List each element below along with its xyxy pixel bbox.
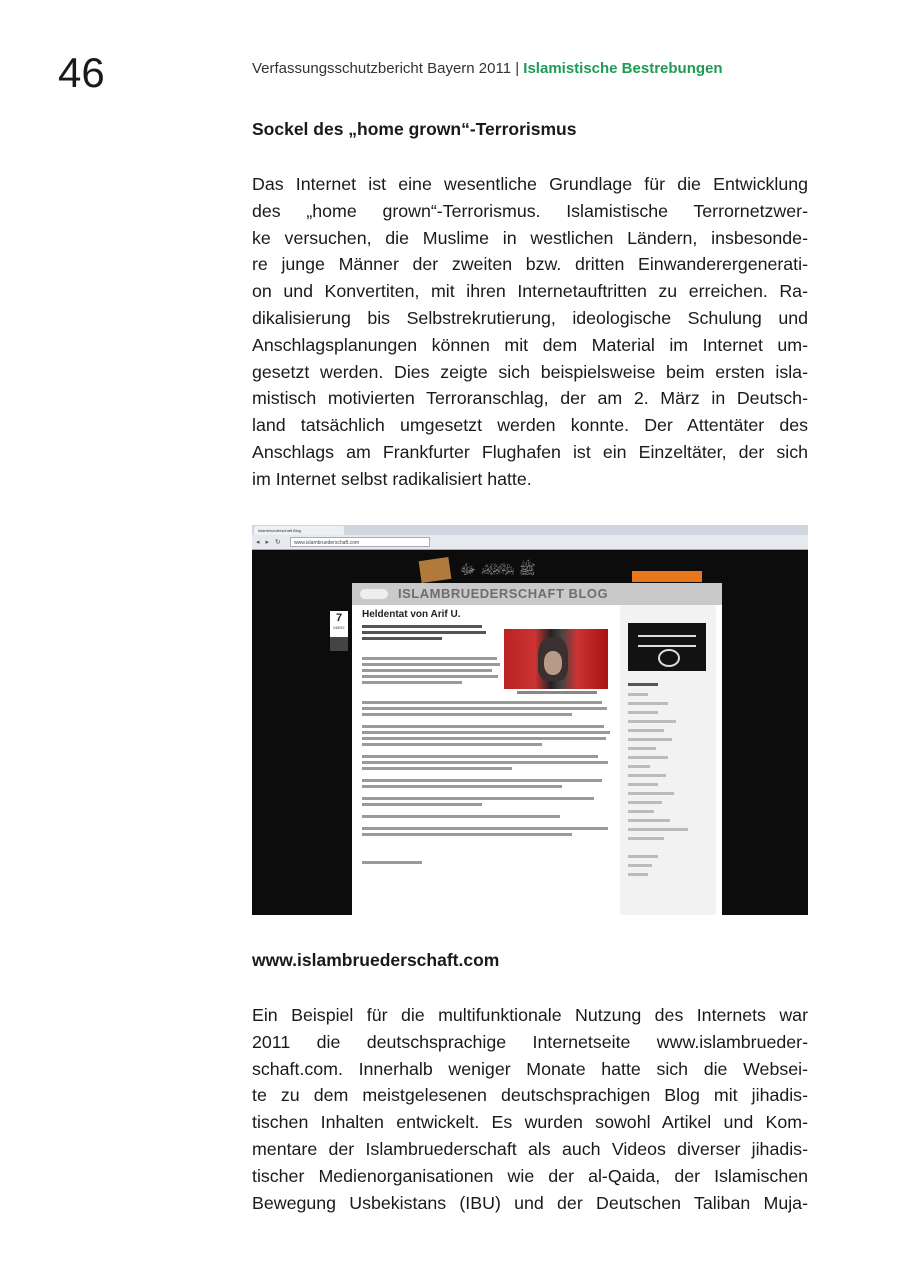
blurred-text	[362, 803, 482, 806]
browser-nav-icon: ◂ ▸ ↻	[256, 539, 283, 546]
blurred-text	[362, 675, 498, 678]
blurred-text	[362, 663, 500, 666]
blurred-text	[362, 797, 594, 800]
blurred-text	[362, 669, 492, 672]
sidebar-link	[628, 792, 674, 795]
calligraphy-image: ﷺ ﷽ ﷻ	[460, 561, 536, 577]
blurred-text	[362, 681, 462, 684]
browser-urlbar	[252, 535, 808, 550]
text-line: tischer Medienorganisationen wie der al-Qaida, der Islamischen	[252, 1165, 808, 1186]
blurred-text	[362, 779, 602, 782]
site-banner	[412, 555, 712, 585]
blurred-text	[362, 737, 606, 740]
sidebar-link	[628, 711, 658, 714]
photo-caption	[517, 691, 597, 694]
sidebar-link	[628, 873, 648, 876]
text-line: 2011 die deutschsprachige Internetseite www.islambrueder-	[252, 1031, 808, 1052]
running-head	[252, 60, 723, 77]
comment-count-icon	[330, 637, 348, 651]
text-line: des „home grown“-Terrorismus. Islamistische Terrornetzwer-	[252, 200, 808, 221]
post-date	[330, 611, 348, 637]
text-line: gesetzt werden. Dies zeigte sich beispielsweise beim ersten isla-	[252, 361, 808, 382]
post-date-month: MÄRZ	[333, 625, 345, 630]
browser-tabbar	[252, 525, 808, 535]
blurred-text	[362, 725, 604, 728]
blog-header	[352, 583, 722, 605]
text-line: te zu dem meistgelesenen deutschsprachigen Blog mit jihadis-	[252, 1085, 808, 1106]
section-title: Islamistische Bestrebungen	[523, 60, 723, 77]
sidebar-link	[628, 774, 666, 777]
sidebar-link	[628, 837, 664, 840]
section-heading-islambruederschaft: www.islambruederschaft.com	[252, 950, 500, 970]
sidebar-heading	[628, 683, 658, 686]
blog-sidebar	[620, 605, 716, 915]
post-title: Heldentat von Arif U.	[362, 609, 461, 620]
text-line: dikalisierung bis Selbstrekrutierung, ideologische Schulung und	[252, 307, 808, 328]
blurred-text	[362, 625, 482, 628]
blurred-text	[362, 785, 562, 788]
section-heading-home-grown: Sockel des „home grown“-Terrorismus	[252, 119, 577, 139]
black-flag-image	[628, 623, 706, 671]
blurred-text	[362, 833, 572, 836]
sidebar-link	[628, 810, 654, 813]
blurred-text	[362, 657, 497, 660]
publication-title: Verfassungsschutzbericht Bayern 2011	[252, 60, 512, 77]
paragraph-home-grown	[252, 171, 808, 493]
blurred-text	[362, 755, 598, 758]
text-line: mentare der Islambruederschaft als auch Videos diverser jihadis-	[252, 1138, 808, 1159]
text-line: tischen Inhalten entwickelt. Es wurden sowohl Artikel und Kom-	[252, 1112, 808, 1133]
sidebar-link	[628, 756, 668, 759]
flag-inscription	[638, 635, 696, 647]
text-line: im Internet selbst radikalisiert hatte.	[252, 468, 532, 489]
blog-page	[352, 583, 722, 915]
sidebar-link	[628, 747, 656, 750]
text-line: mistisch motivierten Terroranschlag, der am 2. März in Deutsch-	[252, 388, 808, 409]
text-line: on und Konvertiten, mit ihren Internetauftritten zu erreichen. Ra-	[252, 281, 808, 302]
blurred-text	[362, 707, 607, 710]
banner-button	[632, 571, 702, 582]
blurred-text	[362, 701, 602, 704]
text-line: land tatsächlich umgesetzt werden konnte. Der Attentäter des	[252, 415, 808, 436]
website-screenshot-figure	[252, 525, 808, 915]
browser-url: www.islambruederschaft.com	[290, 537, 430, 547]
running-head-separator: |	[515, 60, 520, 77]
home-pill	[360, 589, 388, 599]
sidebar-link	[628, 864, 652, 867]
text-line: ke versuchen, die Muslime in westlichen Ländern, insbesonde-	[252, 227, 808, 248]
text-line: re junge Männer der zweiten bzw. dritten Einwanderergenerati-	[252, 254, 808, 275]
blurred-text	[362, 861, 422, 864]
post-photo	[504, 629, 608, 689]
sidebar-link	[628, 693, 648, 696]
sidebar-link	[628, 738, 672, 741]
blurred-text	[362, 637, 442, 640]
banner-artwork	[419, 557, 452, 583]
blurred-text	[362, 815, 560, 818]
blurred-text	[362, 713, 572, 716]
blurred-text	[362, 827, 608, 830]
sidebar-link	[628, 702, 668, 705]
blurred-text	[362, 743, 542, 746]
text-line: Anschlagsplanungen können mit dem Material im Internet um-	[252, 334, 808, 355]
blurred-text	[362, 761, 608, 764]
sidebar-link	[628, 783, 658, 786]
sidebar-link	[628, 828, 688, 831]
sidebar-link	[628, 855, 658, 858]
sidebar-link	[628, 801, 662, 804]
sidebar-link	[628, 720, 676, 723]
text-line: Bewegung Usbekistans (IBU) und der Deutschen Taliban Muja-	[252, 1192, 808, 1213]
blurred-text	[362, 767, 512, 770]
blog-title: ISLAMBRUEDERSCHAFT BLOG	[398, 586, 609, 601]
text-line: Ein Beispiel für die multifunktionale Nutzung des Internets war	[252, 1005, 808, 1025]
sidebar-link	[628, 819, 670, 822]
sidebar-link	[628, 729, 664, 732]
browser-tab: Islambruederschaft Blog	[254, 526, 344, 535]
page-number: 46	[58, 49, 105, 96]
post-date-day: 7	[335, 612, 343, 624]
text-line: Anschlags am Frankfurter Flughafen ist ein Einzeltäter, der sich	[252, 441, 808, 462]
text-line: Das Internet ist eine wesentliche Grundlage für die Entwicklung	[252, 174, 808, 194]
sidebar-link	[628, 765, 650, 768]
text-line: schaft.com. Innerhalb weniger Monate hatte sich die Websei-	[252, 1058, 808, 1079]
flag-seal	[658, 649, 680, 667]
paragraph-islambruederschaft	[252, 1002, 808, 1216]
blurred-text	[362, 631, 486, 634]
photo-face	[544, 651, 562, 675]
blurred-text	[362, 731, 610, 734]
